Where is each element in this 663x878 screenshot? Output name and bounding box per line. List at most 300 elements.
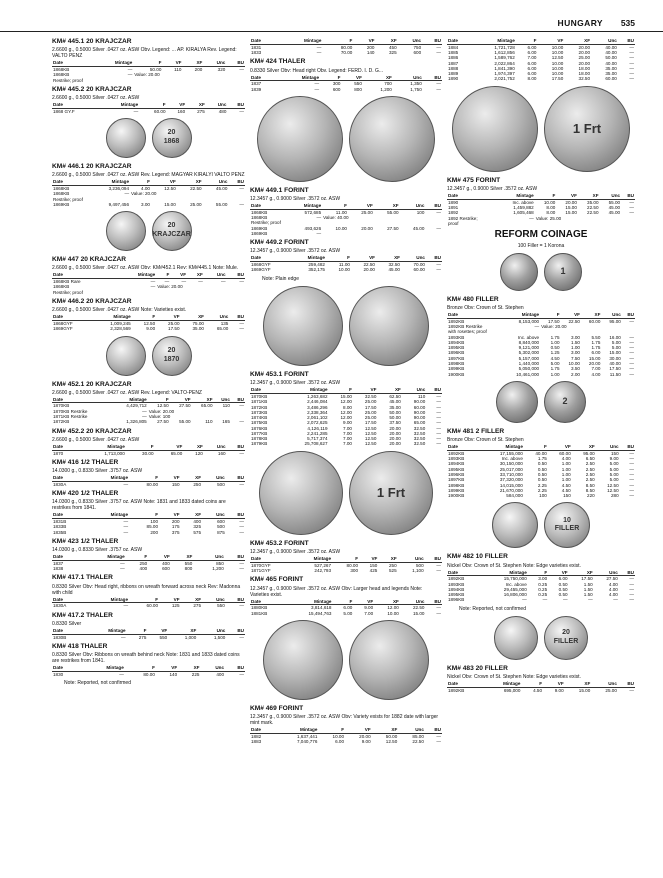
price-cell: 45.00 (388, 267, 400, 273)
column-header: BU (237, 272, 244, 278)
entry-title: KM# 445.2 20 KRAJCZAR (52, 85, 132, 93)
price-cell: 60.00 (559, 450, 571, 456)
price-cell: 45.00 (412, 225, 425, 231)
entry-description: 0.8330 Silver (52, 620, 82, 627)
price-cell: 8.00 (527, 76, 537, 82)
country-name: HUNGARY (557, 18, 603, 28)
price-cell: 1,326,805 (126, 419, 147, 425)
price-cell: 1893KB (448, 334, 465, 340)
price-cell: 80.00 (146, 481, 159, 487)
column-header: Unc (412, 38, 422, 43)
price-cell (374, 231, 400, 236)
price-cell: 1875KB (251, 420, 268, 426)
price-cell: — (239, 320, 244, 326)
entry-title: KM# 480 FILLER (447, 295, 499, 303)
entry-description: 0.8330 Silver Obv: Ribbons on wreath behind neck Note: 1831 and 1833 dated coins are restrikes from 1841. (52, 652, 240, 665)
price-cell: 1898KB (448, 482, 465, 488)
price-row (250, 87, 442, 92)
column-header: Unc (413, 74, 422, 80)
price-cell: 5.00 (609, 466, 619, 472)
price-cell: 90.00 (413, 409, 426, 415)
price-cell: 1868KB (53, 284, 70, 290)
column-header: Unc (415, 727, 424, 733)
price-cell: 2.25 (537, 482, 547, 488)
price-cell: — (436, 262, 441, 268)
price-cell: — (629, 65, 634, 71)
price-cell: 1868KB (53, 191, 70, 197)
column-header: XF (196, 443, 203, 449)
entry-description: 2.6600 g., 0.5000 Silver .0427 oz. ASW Note: Varieties exist. (52, 307, 187, 314)
price-cell: — (629, 355, 634, 361)
price-cell: — (629, 350, 634, 356)
price-cell: — (522, 597, 527, 603)
price-table (447, 444, 635, 498)
price-cell: 3,486,296 (307, 404, 328, 410)
price-cell: — (613, 597, 618, 603)
price-cell: 7,040,776 (296, 739, 318, 745)
price-row (447, 221, 635, 226)
price-cell: 1,500 (213, 634, 226, 640)
column-header: F (349, 387, 352, 393)
price-cell: — (436, 209, 441, 215)
price-cell: 12.50 (364, 436, 377, 442)
price-cell: 25.00 (168, 320, 180, 326)
column-header: XF (392, 598, 399, 604)
coin-image-483-reverse: 20 FILLER (544, 616, 588, 660)
column-header: XF (390, 556, 397, 561)
price-cell: — (316, 230, 322, 236)
price-cell: 25.00 (190, 201, 202, 207)
column-header: Mintage (114, 60, 133, 66)
price-cell: — (629, 576, 634, 582)
column-header: Mintage (307, 255, 325, 261)
price-cell: 7.50 (571, 355, 580, 361)
entry-title: KM# 453.1 FORINT (250, 370, 309, 378)
column-header: VF (370, 387, 377, 393)
price-cell: 250 (139, 560, 148, 566)
column-header: BU (627, 312, 634, 318)
price-cell: — (239, 66, 244, 72)
price-cell: 55.00 (179, 419, 191, 425)
price-cell: 525 (389, 568, 397, 574)
page-number: 535 (620, 18, 635, 28)
column-header: BU (627, 681, 634, 687)
price-cell: 0.50 (537, 471, 547, 477)
column-header: Unc (609, 569, 618, 575)
price-cell: 5.00 (609, 477, 619, 483)
column-header: F (341, 727, 345, 733)
price-table (52, 314, 245, 331)
column-header: Unc (216, 272, 226, 278)
price-cell: 29,455,000 (503, 586, 527, 592)
coin-image-469-reverse (349, 620, 429, 700)
catalog-entry (447, 177, 635, 226)
coin-image-453-obverse (263, 286, 343, 366)
price-cell: 1894KB (448, 586, 465, 592)
column-header: VF (364, 727, 371, 733)
price-cell: — (629, 592, 634, 598)
entry-description: 2.6600 g., 0.5000 Silver .0427 oz. ASW (52, 95, 140, 102)
price-cell: 140 (169, 671, 178, 677)
price-table (52, 272, 245, 295)
entry-description: 12.3457 g., 0.9000 Silver .3572 oz. ASW Obv: Variety exists for 1882 date with larger mint mark. (250, 714, 439, 727)
price-cell: — (562, 597, 568, 603)
column-header: VF (557, 38, 564, 43)
price-cell: 2,241,285 (307, 430, 328, 436)
price-cell: 32.50 (413, 441, 426, 447)
price-cell: — (123, 519, 129, 525)
price-cell: 50.00 (605, 55, 617, 61)
coin-image-forint-reverse (349, 96, 435, 182)
page-header (0, 0, 663, 32)
price-cell: — (542, 597, 548, 603)
price-cell: — (121, 634, 126, 640)
price-cell: 320 (217, 66, 226, 72)
column-header: XF (390, 38, 397, 43)
price-cell: — (436, 605, 441, 611)
price-cell: 1,721,728 (494, 44, 515, 50)
price-cell: 5.00 (609, 461, 619, 467)
price-cell: 20.00 (389, 425, 401, 431)
price-cell: 1837 (53, 560, 64, 566)
price-cell: 1891 (448, 204, 459, 210)
price-cell: 50.00 (389, 415, 401, 421)
price-cell: 1900KB (448, 371, 465, 377)
price-cell: 90.00 (413, 399, 426, 405)
price-cell: 15.00 (164, 201, 176, 207)
column-header: VF (366, 203, 373, 209)
price-cell: 1833 (251, 50, 262, 56)
column-header: Mintage (313, 556, 332, 561)
price-cell: 12.00 (387, 605, 399, 611)
price-cell: 275 (193, 603, 201, 609)
catalog-entry (250, 705, 442, 745)
price-cell: 6.00 (527, 71, 537, 77)
price-cell: 35.00 (192, 326, 204, 332)
price-cell: — (629, 687, 634, 693)
price-cell: 15.00 (412, 610, 425, 616)
price-cell: 12.50 (551, 55, 564, 61)
price-cell: 50.00 (385, 733, 398, 739)
price-cell: 7.00 (343, 430, 352, 436)
price-cell: 27.50 (606, 576, 618, 582)
price-cell: 1.75 (591, 345, 601, 351)
column-header: Mintage (509, 569, 527, 575)
column-header: BU (434, 727, 441, 733)
price-cell: — (436, 44, 441, 50)
price-cell: — (239, 529, 244, 535)
column-header: Unc (216, 596, 225, 602)
price-cell: — (629, 60, 634, 66)
price-cell: 25.00 (605, 687, 617, 693)
price-row (52, 326, 245, 331)
price-cell: 175 (171, 524, 180, 530)
price-cell: 425 (369, 568, 378, 574)
column-header: Unc (215, 554, 224, 560)
price-cell: — (629, 586, 634, 592)
column-header: XF (195, 475, 201, 481)
column-header: F (344, 203, 347, 209)
column-header: XF (196, 272, 203, 278)
price-cell: 1877KB (251, 430, 268, 436)
price-cell: 22.50 (412, 739, 424, 745)
entry-title: KM# 417.2 THALER (52, 611, 113, 619)
column-header: Mintage (300, 727, 318, 733)
price-table (250, 75, 442, 92)
price-cell: 1.75 (550, 366, 560, 372)
price-cell: 17.50 (548, 318, 560, 324)
price-cell: — (314, 81, 320, 87)
column-header: Date (448, 192, 458, 198)
price-cell: 242,793 (314, 568, 332, 574)
price-row (52, 450, 245, 456)
column-header: XF (394, 255, 400, 261)
price-cell: 6.00 (527, 44, 537, 50)
entry-description: Bronze Obv: Crown of St. Stephen (447, 437, 524, 444)
price-cell: 1894KB (448, 461, 465, 467)
price-cell: — (181, 279, 187, 285)
price-cell: — (436, 441, 441, 447)
price-cell: 400 (216, 671, 225, 677)
price-cell: 6.00 (527, 60, 537, 66)
price-cell: — (133, 108, 139, 114)
entry-description: 2.6600 g., 0.5000 Silver .0427 oz. ASW Obv. Legend: ... AP. KIRALYA Rev. Legend: VALTO PENZ (52, 47, 237, 60)
catalog-entry (447, 428, 635, 499)
column-header: Date (53, 396, 63, 402)
column-header: Mintage (301, 74, 320, 80)
price-cell: 1895KB (448, 466, 465, 472)
column-header: Unc (216, 443, 226, 449)
price-cell: 1892KB (448, 576, 465, 582)
price-cell: Restrike; proof (53, 289, 83, 295)
catalog-entry (52, 459, 245, 487)
price-cell: 1,000 (184, 634, 197, 640)
coin-pair-481 (447, 381, 635, 423)
catalog-entry (52, 538, 245, 572)
price-cell: 135 (220, 320, 229, 326)
price-cell: 6.00 (527, 50, 537, 56)
price-row (250, 739, 442, 744)
price-row (447, 493, 635, 498)
price-cell: Restrike; proof (53, 196, 83, 202)
price-cell: 8.00 (546, 204, 556, 210)
column-header: Date (251, 727, 261, 733)
price-cell: — (239, 481, 244, 487)
price-cell: 1869KB (251, 230, 268, 236)
price-row (447, 597, 635, 602)
price-cell: 10.00 (551, 44, 564, 50)
price-cell: 1,637,441 (296, 733, 318, 739)
column-header: Date (53, 179, 63, 185)
price-cell: 1,841,390 (494, 65, 515, 71)
price-cell: 21,670,000 (499, 487, 523, 493)
price-cell: 1894KB (448, 339, 465, 345)
price-cell: 1868KB (251, 215, 268, 221)
price-cell: 1870 (53, 450, 64, 456)
price-cell: 584,000 (506, 493, 523, 499)
price-cell: 12.50 (607, 487, 619, 493)
price-cell: 1868KB Rare (53, 279, 81, 285)
price-cell: — (123, 603, 129, 609)
price-cell: 1830A (53, 603, 67, 609)
price-cell: — (127, 66, 133, 72)
price-cell: 10.00 (387, 610, 399, 616)
price-cell: 1830 (53, 671, 64, 677)
price-cell: — (239, 403, 244, 409)
price-cell: 10.00 (551, 71, 564, 77)
column-header: XF (391, 727, 398, 733)
price-cell: — (316, 44, 322, 50)
price-cell: 22.50 (568, 318, 580, 324)
column-header: XF (584, 38, 591, 43)
price-cell: 40.00 (605, 50, 617, 56)
price-cell: 10.00 (543, 199, 556, 205)
price-cell: — (239, 603, 244, 609)
column-header: VF (173, 314, 180, 320)
price-cell: 1896KB (448, 471, 465, 477)
price-cell: Inc. above (501, 456, 523, 462)
price-cell: — (436, 739, 441, 745)
column-header: Unc (215, 665, 225, 671)
column-header: F (544, 444, 547, 450)
column-header: XF (195, 179, 202, 185)
column-header: Mintage (304, 38, 322, 43)
price-cell: 1868KB (251, 209, 268, 215)
column-header: BU (434, 203, 441, 209)
entry-description: 12.3457 g., 0.9000 Silver .3572 oz. ASW (250, 196, 341, 203)
entry-title: KM# 452.2 20 KRAJCZAR (52, 427, 132, 435)
price-cell: 45.00 (608, 204, 621, 210)
column-header: Unc (612, 312, 621, 318)
coin-image-482-reverse: 10 FILLER (544, 502, 590, 548)
column-header: BU (237, 396, 244, 402)
column-header: Unc (416, 387, 426, 393)
column-header: BU (434, 598, 441, 604)
price-cell: 20.00 (578, 60, 591, 66)
price-cell: 15.00 (609, 350, 621, 356)
price-cell: 22.50 (587, 204, 599, 210)
column-header: Date (53, 443, 63, 449)
price-cell: 12.50 (164, 186, 176, 192)
price-cell: 5.50 (591, 334, 601, 340)
column-header: Date (53, 475, 63, 481)
column-header: XF (584, 681, 591, 687)
coin-image-452-obverse (106, 336, 146, 376)
price-row (52, 78, 245, 83)
column-header: Unc (216, 475, 225, 481)
price-cell: 20.00 (359, 733, 371, 739)
price-cell: 125 (171, 603, 180, 609)
column-header: Date (251, 203, 261, 209)
entry-description: 12.3457 g., 0.9000 Silver .3572 oz. ASW (250, 549, 341, 555)
price-cell: 30.00 (609, 355, 621, 361)
column-header: BU (627, 192, 634, 198)
price-cell: — (436, 50, 441, 56)
price-cell: 9,497,456 (108, 201, 130, 207)
column-header: Date (448, 569, 458, 575)
price-table (447, 681, 635, 693)
price-cell: 5,717,374 (307, 436, 328, 442)
catalog-entry (52, 298, 245, 332)
price-cell: 450 (388, 44, 397, 50)
price-cell: — (629, 466, 634, 472)
price-cell: 600 (162, 566, 170, 572)
price-cell: 4.00 (608, 586, 618, 592)
column-header: Mintage (110, 596, 129, 602)
column-header: VF (574, 312, 580, 318)
column-header: Mintage (497, 38, 515, 43)
column-header: Date (251, 556, 261, 561)
coin-image-446-obverse (106, 211, 146, 251)
price-table (447, 193, 635, 226)
entry-description: 12.3457 g., 0.9000 Silver .3572 oz. ASW (250, 248, 341, 255)
price-cell: — (239, 524, 244, 530)
price-cell: Value: 20.00 (134, 72, 160, 78)
price-cell: 75.00 (192, 320, 204, 326)
section-subtitle: 100 Filler = 1 Korona (517, 242, 565, 249)
price-cell: 17.50 (551, 76, 564, 82)
price-cell: 5.00 (343, 610, 353, 616)
price-cell: 4.50 (550, 355, 560, 361)
price-cell: 10.00 (551, 60, 564, 66)
column-header: F (165, 396, 169, 402)
price-cell: 1897KB (448, 477, 465, 483)
catalog-entry (52, 428, 245, 456)
price-cell: 0.50 (558, 581, 568, 587)
price-cell: 20.00 (588, 361, 601, 367)
price-cell: 12.50 (385, 739, 398, 745)
column-header: VF (571, 192, 577, 198)
price-cell: 9.00 (343, 420, 352, 426)
entry-description: 2.6600 g., 0.5000 Silver .0427 oz. ASW Rev. Legend: VALTO-PENZ (52, 389, 202, 396)
price-cell: 1899KB (448, 366, 465, 372)
entry-description: Bronze Obv: Crown of St. Stephen (447, 305, 524, 312)
price-cell: 280 (610, 493, 619, 499)
price-cell: 20.00 (565, 199, 577, 205)
price-cell: 60.00 (413, 404, 426, 410)
entry-description: Nickel Obv: Crown of St. Stephen Note: Edge varieties exist. (447, 562, 581, 569)
price-cell: 45.00 (608, 210, 621, 216)
price-cell: 375 (171, 529, 180, 535)
price-cell: 0.50 (537, 466, 547, 472)
catalog-entry (52, 86, 245, 114)
price-cell: 4,429,712 (126, 403, 147, 409)
price-cell: 12.50 (607, 482, 619, 488)
price-cell: — (120, 566, 125, 572)
entry-title: KM# 418 THALER (52, 642, 108, 650)
price-cell: — (239, 326, 244, 332)
price-cell: 4,126,119 (307, 425, 328, 431)
price-cell: 8,840,000 (518, 339, 540, 345)
price-cell: 500 (415, 562, 424, 568)
price-cell: 85.00 (146, 524, 159, 530)
price-cell: 1895KB (448, 592, 465, 598)
price-cell: 33,710,000 (499, 471, 523, 477)
price-cell: 55.00 (608, 199, 621, 205)
price-cell: Value: 20.00 (131, 191, 157, 197)
price-cell: 1837 (251, 81, 262, 87)
column-header: Unc (608, 38, 617, 43)
price-cell: 1873KB (251, 409, 268, 415)
price-cell: 1884 (448, 44, 459, 50)
price-cell: 10.00 (568, 361, 580, 367)
price-cell: 7.00 (343, 436, 352, 442)
price-cell: 50.00 (149, 66, 162, 72)
price-cell: 1880KB (251, 605, 268, 611)
coin-image-20-krajczar-obverse (106, 118, 146, 158)
entry-description: 0.8330 Silver Obv: Head right, ribbons on wreath forward across neck Rev: Madonna with child (52, 583, 241, 596)
price-cell: 110 (417, 393, 426, 399)
